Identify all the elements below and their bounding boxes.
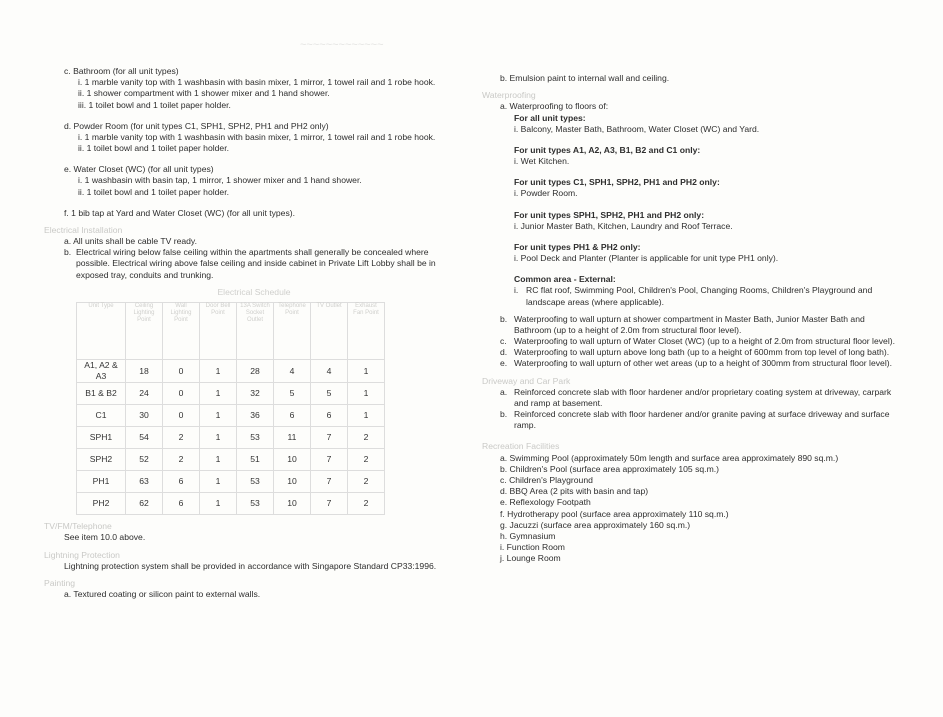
table-cell: 36 [237, 405, 274, 427]
bib-tap-item: f. 1 bib tap at Yard and Water Closet (WC) (for all unit types). [64, 207, 296, 218]
table-cell: 2 [348, 493, 385, 515]
wp-group-item: i. Balcony, Master Bath, Bathroom, Water Closet (WC) and Yard. [514, 123, 760, 134]
wp-item [500, 336, 900, 347]
table-cell: 7 [311, 471, 348, 493]
table-row [77, 493, 385, 515]
table-cell: 53 [237, 493, 274, 515]
recreation-item: g. Jacuzzi (surface area approximately 160 sq.m.) [500, 519, 691, 530]
table-cell: 1 [200, 359, 237, 382]
table-cell: 6 [163, 493, 200, 515]
water-closet-item: i. 1 washbasin with basin tap, 1 mirror, 1 shower mixer and 1 hand shower. [78, 175, 362, 186]
table-row [77, 383, 385, 405]
table-cell: 1 [200, 493, 237, 515]
electrical-heading: Electrical Installation [44, 224, 123, 235]
table-cell: SPH2 [77, 449, 126, 471]
recreation-item: a. Swimming Pool (approximately 50m length and surface area approximately 890 sq.m.) [500, 452, 839, 463]
waterproofing-heading: Waterproofing [482, 90, 536, 101]
table-header: Unit Type [77, 302, 126, 359]
wp-item-text: Waterproofing to wall upturn at shower compartment in Master Bath, Junior Master Bath and Bathroom (up to a height of 2.0m from structural floor level). [514, 313, 865, 335]
electrical-schedule-table [76, 302, 385, 515]
table-cell: 4 [274, 359, 311, 382]
table-cell: 2 [163, 449, 200, 471]
lightning-heading: Lightning Protection [44, 549, 120, 560]
electrical-item-a: a. All units shall be cable TV ready. [64, 236, 197, 247]
table-cell: PH2 [77, 493, 126, 515]
powder-room-heading: d. Powder Room (for unit types C1, SPH1, SPH2, PH1 and PH2 only) [64, 120, 329, 131]
recreation-item: f. Hydrotherapy pool (surface area approximately 110 sq.m.) [500, 508, 729, 519]
table-cell: 51 [237, 449, 274, 471]
wp-group-title: For unit types PH1 & PH2 only: [514, 241, 641, 252]
table-cell: 62 [126, 493, 163, 515]
table-cell: 6 [274, 405, 311, 427]
table-row [77, 427, 385, 449]
wp-group-title: For unit types SPH1, SPH2, PH1 and PH2 only: [514, 209, 705, 220]
table-cell: 2 [348, 449, 385, 471]
recreation-item: c. Children's Playground [500, 474, 593, 485]
table-cell: 6 [163, 471, 200, 493]
left-column [44, 66, 450, 600]
table-cell: A1, A2 & A3 [77, 359, 126, 382]
table-cell: 30 [126, 405, 163, 427]
wp-item [500, 314, 900, 336]
table-cell: 1 [348, 405, 385, 427]
table-header: Door Bell Point [200, 302, 237, 359]
table-cell: 53 [237, 471, 274, 493]
table-cell: 53 [237, 427, 274, 449]
painting-item-a: a. Textured coating or silicon paint to external walls. [64, 589, 261, 600]
table-row [77, 359, 385, 382]
table-cell: 0 [163, 383, 200, 405]
table-row [77, 471, 385, 493]
recreation-item: j. Lounge Room [500, 553, 561, 564]
bathroom-heading: c. Bathroom (for all unit types) [64, 66, 179, 76]
wp-item [500, 358, 900, 369]
table-header: 13A Switch Socket Outlet [237, 302, 274, 359]
table-row [77, 449, 385, 471]
table-cell: 63 [126, 471, 163, 493]
table-cell: 24 [126, 383, 163, 405]
recreation-item: i. Function Room [500, 542, 565, 553]
table-cell: 1 [200, 427, 237, 449]
table-cell: 0 [163, 359, 200, 382]
bathroom-item: ii. 1 shower compartment with 1 shower mixer and 1 hand shower. [78, 88, 330, 99]
table-cell: 5 [274, 383, 311, 405]
driveway-item-text: Reinforced concrete slab with floor hardener and/or proprietary coating system at driveway, carpark and ramp at basement. [514, 386, 892, 408]
table-cell: 7 [311, 493, 348, 515]
wp-item-label: d. [500, 347, 508, 358]
bathroom-item: i. 1 marble vanity top with 1 washbasin with basin mixer, 1 mirror, 1 towel rail and 1 robe hook. [78, 77, 436, 88]
wp-item-text: Waterproofing to wall upturn above long bath (up to a height of 600mm from top level of long bath). [514, 347, 890, 358]
table-cell: 18 [126, 359, 163, 382]
painting-item-b: b. Emulsion paint to internal wall and ceiling. [500, 73, 670, 83]
electrical-schedule-caption: Electrical Schedule [217, 286, 291, 297]
table-cell: PH1 [77, 471, 126, 493]
painting-heading: Painting [44, 577, 76, 588]
table-row [77, 405, 385, 427]
table-cell: 6 [311, 405, 348, 427]
table-cell: C1 [77, 405, 126, 427]
driveway-item-label: a. [500, 386, 508, 397]
table-cell: 2 [163, 427, 200, 449]
common-area-item-label: i. [514, 285, 519, 296]
wp-group-item: i. Pool Deck and Planter (Planter is applicable for unit type PH1 only). [514, 253, 779, 264]
table-cell: 2 [348, 427, 385, 449]
table-cell: 4 [311, 359, 348, 382]
table-cell: 7 [311, 449, 348, 471]
table-cell: 1 [348, 359, 385, 382]
wp-group-item: i. Wet Kitchen. [514, 156, 570, 167]
powder-room-item: ii. 1 toilet bowl and 1 toilet paper holder. [78, 143, 229, 154]
recreation-item: h. Gymnasium [500, 530, 556, 541]
electrical-item-b [64, 247, 450, 281]
table-cell: SPH1 [77, 427, 126, 449]
driveway-item [500, 409, 900, 431]
electrical-item-b-label: b. [64, 247, 72, 258]
table-header-row [77, 302, 385, 359]
tv-text: See item 10.0 above. [64, 532, 146, 543]
recreation-item: b. Children's Pool (surface area approximately 105 sq.m.) [500, 463, 719, 474]
driveway-heading: Driveway and Car Park [482, 375, 571, 386]
table-cell: 1 [200, 449, 237, 471]
wp-group-title: For unit types C1, SPH1, SPH2, PH1 and PH2 only: [514, 177, 720, 188]
table-header: Ceiling Lighting Point [126, 302, 163, 359]
right-column [482, 73, 900, 564]
common-area-item-text: RC flat roof, Swimming Pool, Children's Pool, Changing Rooms, Children's Playground and landscape areas (where applicable). [526, 285, 873, 307]
table-cell: 1 [200, 383, 237, 405]
powder-room-item: i. 1 marble vanity top with 1 washbasin with basin mixer, 1 mirror, 1 towel rail and 1 robe hook. [78, 131, 436, 142]
driveway-item-text: Reinforced concrete slab with floor hardener and/or granite paving at surface driveway and surface ramp. [514, 409, 890, 431]
table-header: TV Outlet [311, 302, 348, 359]
table-cell: 1 [200, 471, 237, 493]
table-cell: 1 [200, 405, 237, 427]
table-cell: 54 [126, 427, 163, 449]
common-area-item [500, 285, 900, 307]
table-cell: 52 [126, 449, 163, 471]
water-closet-item: ii. 1 toilet bowl and 1 toilet paper holder. [78, 186, 229, 197]
table-header: Wall Lighting Point [163, 302, 200, 359]
table-cell: 10 [274, 493, 311, 515]
wp-item-label: e. [500, 358, 508, 369]
water-closet-heading: e. Water Closet (WC) (for all unit types) [64, 164, 214, 175]
wp-group-title: For all unit types: [514, 112, 586, 123]
table-cell: 10 [274, 471, 311, 493]
faint-scribble-top: ~~~~~~~~~~~~~ [300, 39, 384, 51]
wp-group-item: i. Junior Master Bath, Kitchen, Laundry and Roof Terrace. [514, 220, 733, 231]
table-cell: 0 [163, 405, 200, 427]
wp-group-title: For unit types A1, A2, A3, B1, B2 and C1 only: [514, 144, 701, 155]
recreation-item: e. Reflexology Footpath [500, 497, 591, 508]
electrical-item-b-text: Electrical wiring below false ceiling within the apartments shall generally be concealed where possible. Electrical wiring above false ceiling and inside cabinet in Private Lift Lobby shall be in exposed tray, conduits and trunking. [76, 247, 436, 280]
wp-item-label: c. [500, 336, 507, 347]
driveway-item-label: b. [500, 409, 508, 420]
table-header: Telephone Point [274, 302, 311, 359]
recreation-item: d. BBQ Area (2 pits with basin and tap) [500, 486, 649, 497]
tv-heading: TV/FM/Telephone [44, 521, 112, 532]
wp-item [500, 347, 900, 358]
wp-item-text: Waterproofing to wall upturn of Water Closet (WC) (up to a height of 2.0m from structural floor level). [514, 336, 895, 347]
lightning-text: Lightning protection system shall be provided in accordance with Singapore Standard CP33:1996. [64, 560, 437, 571]
recreation-heading: Recreation Facilities [482, 441, 560, 452]
waterproofing-item-a: a. Waterproofing to floors of: [500, 101, 609, 112]
table-header: Exhaust Fan Point [348, 302, 385, 359]
table-cell: 1 [348, 383, 385, 405]
wp-group-item: i. Powder Room. [514, 188, 578, 199]
driveway-item [500, 387, 900, 409]
table-cell: 5 [311, 383, 348, 405]
table-cell: 7 [311, 427, 348, 449]
table-cell: 28 [237, 359, 274, 382]
wp-item-label: b. [500, 313, 508, 324]
table-cell: 11 [274, 427, 311, 449]
bathroom-item: iii. 1 toilet bowl and 1 toilet paper holder. [78, 99, 231, 110]
common-area-title: Common area - External: [514, 274, 616, 285]
table-cell: B1 & B2 [77, 383, 126, 405]
table-cell: 2 [348, 471, 385, 493]
table-cell: 10 [274, 449, 311, 471]
wp-item-text: Waterproofing to wall upturn of other wet areas (up to a height of 300mm from structural floor level). [514, 358, 892, 369]
table-cell: 32 [237, 383, 274, 405]
